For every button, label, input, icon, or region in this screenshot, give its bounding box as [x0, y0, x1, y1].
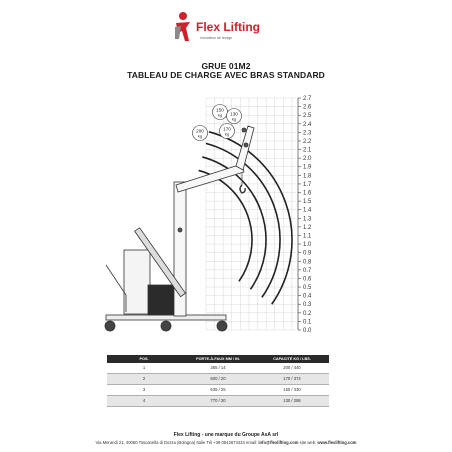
- load-capacity-table: [107, 355, 329, 407]
- scale-label: 0.8: [303, 259, 312, 266]
- flex-lifting-logo-mark: [172, 11, 194, 45]
- scale-labels: [298, 96, 312, 334]
- row-position: 1: [142, 365, 146, 370]
- scale-label: 2.4: [303, 121, 312, 128]
- row-reach: 770 / 30: [210, 398, 226, 403]
- crane-wheel-icon: [161, 321, 171, 331]
- scale-label: 2.2: [303, 138, 312, 145]
- load-bubble: [227, 109, 242, 124]
- header-capacity: CAPACITÉ KG / LBS.: [273, 357, 311, 361]
- table-row: [107, 374, 329, 385]
- scale-label: 0.6: [303, 276, 312, 283]
- header-position: POS.: [139, 357, 149, 361]
- scale-label: 0.9: [303, 250, 312, 257]
- load-bubble-value: 200: [196, 128, 204, 134]
- row-position: 4: [142, 398, 146, 403]
- crane-battery-block: [148, 285, 178, 315]
- scale-label: 2.5: [303, 113, 312, 120]
- table-row: [107, 363, 329, 374]
- footer-contact: [0, 440, 452, 445]
- load-bubble: [193, 126, 208, 141]
- crane-boom-extension: [236, 126, 254, 170]
- load-bubble: [213, 105, 228, 120]
- row-reach: 365 / 14: [210, 365, 226, 370]
- row-position: 2: [142, 376, 146, 381]
- crane-load-diagram: [96, 90, 324, 348]
- load-bubble-value: 170: [223, 126, 231, 132]
- reach-arc: [199, 170, 252, 281]
- document-subtitle: TABLEAU DE CHARGE AVEC BRAS STANDARD: [127, 70, 325, 80]
- scale-label: 2.0: [303, 156, 312, 163]
- crane-counterweight: [124, 250, 150, 314]
- scale-label: 0.5: [303, 285, 312, 292]
- scale-label: 1.7: [303, 181, 312, 188]
- table-row: [107, 385, 329, 396]
- crane-hook-icon: [240, 185, 245, 193]
- footer-address: Via Merandi 21, 40060 Toscanella di Dozza (Bologna) Italie Tél +39 0542673434: [95, 440, 245, 445]
- scale-label: 1.5: [303, 199, 312, 206]
- load-bubble-value: 150: [216, 107, 224, 113]
- footer-email-link[interactable]: info@flexlifting.com: [258, 440, 299, 445]
- scale-label: 2.3: [303, 130, 312, 137]
- scale-label: 0.7: [303, 267, 312, 274]
- document-title: GRUE 01M2: [201, 61, 251, 71]
- load-bubble-unit: kg: [231, 116, 237, 122]
- row-capacity: 130 / 286: [283, 398, 301, 403]
- load-bubble: [220, 124, 235, 139]
- scale-label: 1.8: [303, 173, 312, 180]
- brand-tagline: innovation de levage: [200, 36, 233, 40]
- crane-boom: [176, 164, 244, 192]
- crane-wheel-icon: [105, 321, 115, 331]
- brand-logo: [172, 11, 282, 51]
- scale-label: 1.3: [303, 216, 312, 223]
- scale-label: 1.9: [303, 164, 312, 171]
- header-reach: PORTE-À-FAUX MM / IN.: [196, 357, 240, 361]
- crane-base-leg: [106, 315, 226, 320]
- scale-label: 2.6: [303, 104, 312, 111]
- scale-label: 1.6: [303, 190, 312, 197]
- scale-label: 0.1: [303, 319, 312, 326]
- scale-label: 2.1: [303, 147, 312, 154]
- table-header: [107, 355, 329, 363]
- load-bubble-unit: kg: [224, 131, 230, 137]
- row-position: 3: [142, 387, 146, 392]
- row-capacity: 170 / 374: [283, 376, 301, 381]
- footer-company: Flex Lifting - une marque du Groupe AsA srl: [173, 432, 279, 438]
- scale-label: 0.0: [303, 328, 312, 334]
- scale-label: 0.2: [303, 310, 312, 317]
- load-bubble-value: 130: [230, 111, 238, 117]
- scale-label: 0.4: [303, 293, 312, 300]
- footer-site-link[interactable]: www.flexlifting.com: [317, 440, 357, 445]
- row-reach: 635 / 25: [210, 387, 226, 392]
- row-reach: 500 / 20: [210, 376, 226, 381]
- scale-label: 0.3: [303, 302, 312, 309]
- scale-label: 1.1: [303, 233, 312, 240]
- table-row: [107, 396, 329, 407]
- footer-email-label: email:: [245, 440, 258, 445]
- row-capacity: 150 / 330: [283, 387, 301, 392]
- crane-wheel-icon: [217, 321, 227, 331]
- scale-label: 1.2: [303, 224, 312, 231]
- scale-label: 2.7: [303, 96, 312, 102]
- scale-label: 1.0: [303, 242, 312, 249]
- row-capacity: 200 / 440: [283, 365, 301, 370]
- scale-label: 1.4: [303, 207, 312, 214]
- footer-site-label: site web:: [299, 440, 317, 445]
- load-bubble-unit: kg: [197, 133, 203, 139]
- load-bubble-unit: kg: [217, 112, 223, 118]
- brand-name: Flex Lifting: [196, 20, 260, 34]
